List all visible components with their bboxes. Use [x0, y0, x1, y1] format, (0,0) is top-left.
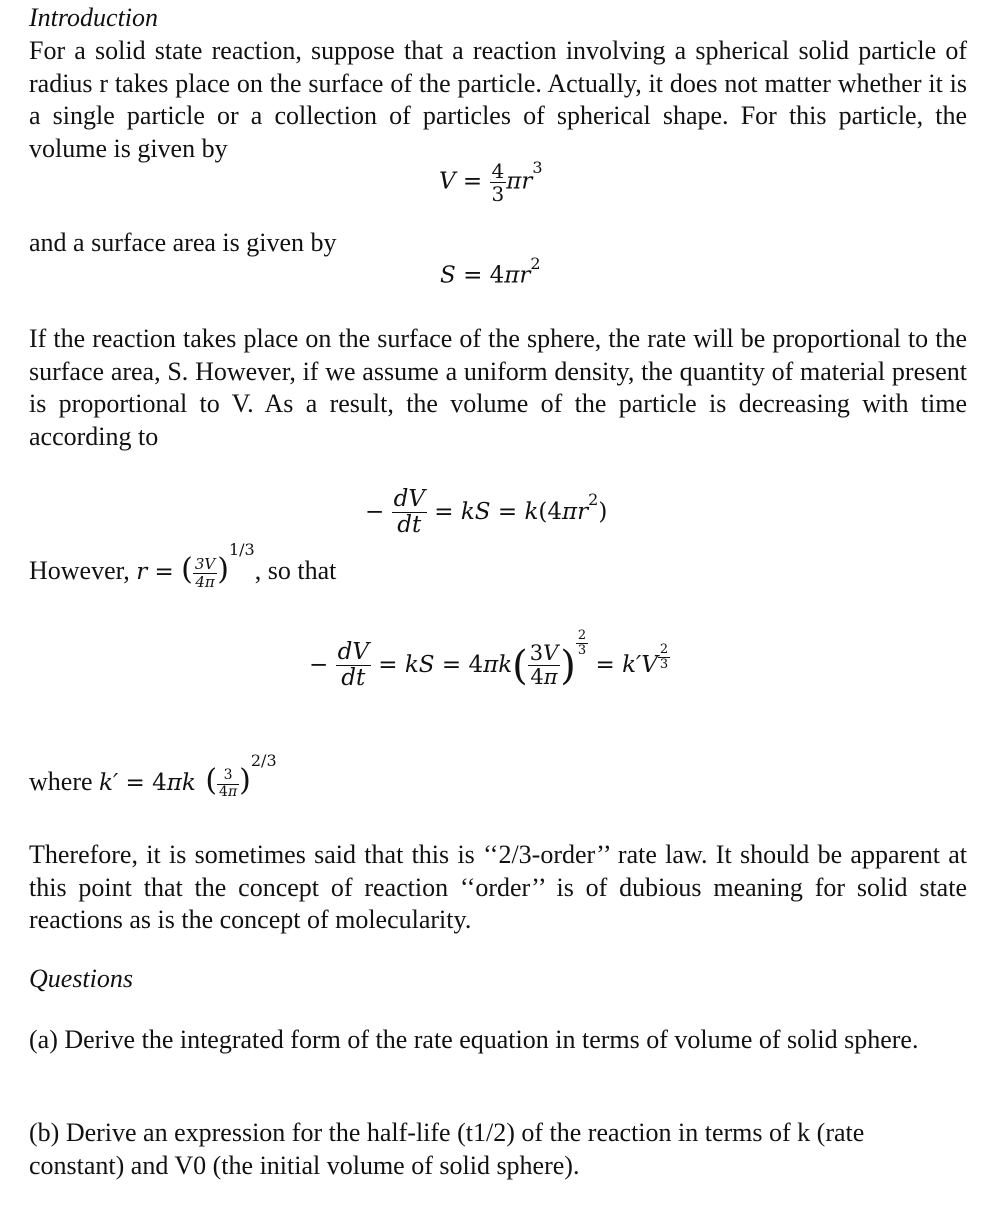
intro-heading: Introduction — [29, 3, 159, 32]
intro-paragraph-1: For a solid state reaction, suppose that a reaction involving a spherical solid particle of radius r takes place on the surface of the particle. Actually, it does not matter whether it is a single particle or a collection of particles of spherical shape. For this particle, the volume is given by — [29, 36, 967, 163]
where-text: where — [29, 767, 93, 796]
so-that-text: , so that — [254, 556, 337, 585]
kprime-line: where k′ = 4πk ( $\frac{3}{4\pi}$ )$^{2/3}$ — [29, 751, 277, 800]
intro-paragraph-3: Therefore, it is sometimes said that this is ‘‘2/3-order’’ rate law. It should be apparent at this point that the concept of reaction ‘‘order’’ is of dubious meaning for solid state reactions as is the concept of molecularity. — [29, 840, 967, 934]
volume-equation: V = $\frac{4}{3}$ $\pi r^3$ — [439, 157, 543, 206]
rate-volume-equation: − $\frac{dV}{dt}$ = kS = 4πk( $\frac{3V}{4\pi}$ ) $\frac{2}{3}$ = k′V $\frac{2}{3}$ — [309, 628, 669, 692]
question-a: (a) Derive the integrated form of the rate equation in terms of volume of solid sphere. — [29, 1025, 919, 1054]
rate-equation: − $\frac{dV}{dt}$ = kS = $k(4\pi r^2)$ — [365, 486, 608, 539]
question-b: (b) Derive an expression for the half-life (t1/2) of the reaction in terms of k (rate constant) and V0 (the initial volume of solid sphere). — [29, 1118, 865, 1180]
intro-paragraph-2: If the reaction takes place on the surface of the sphere, the rate will be proportional to the surface area, S. However, if we assume a uniform density, the quantity of material present is proportional to V. As a result, the volume of the particle is decreasing with time according to — [29, 324, 967, 451]
surface-area-text: and a surface area is given by — [29, 228, 337, 257]
surface-equation: $S = 4\pi r^2$ — [440, 254, 541, 289]
however-text: However, — [29, 556, 130, 585]
radius-line: However, r = ( $\frac{3V}{4\pi}$ )$^{1/3}$, so that — [29, 540, 337, 591]
questions-heading: Questions — [29, 964, 133, 993]
